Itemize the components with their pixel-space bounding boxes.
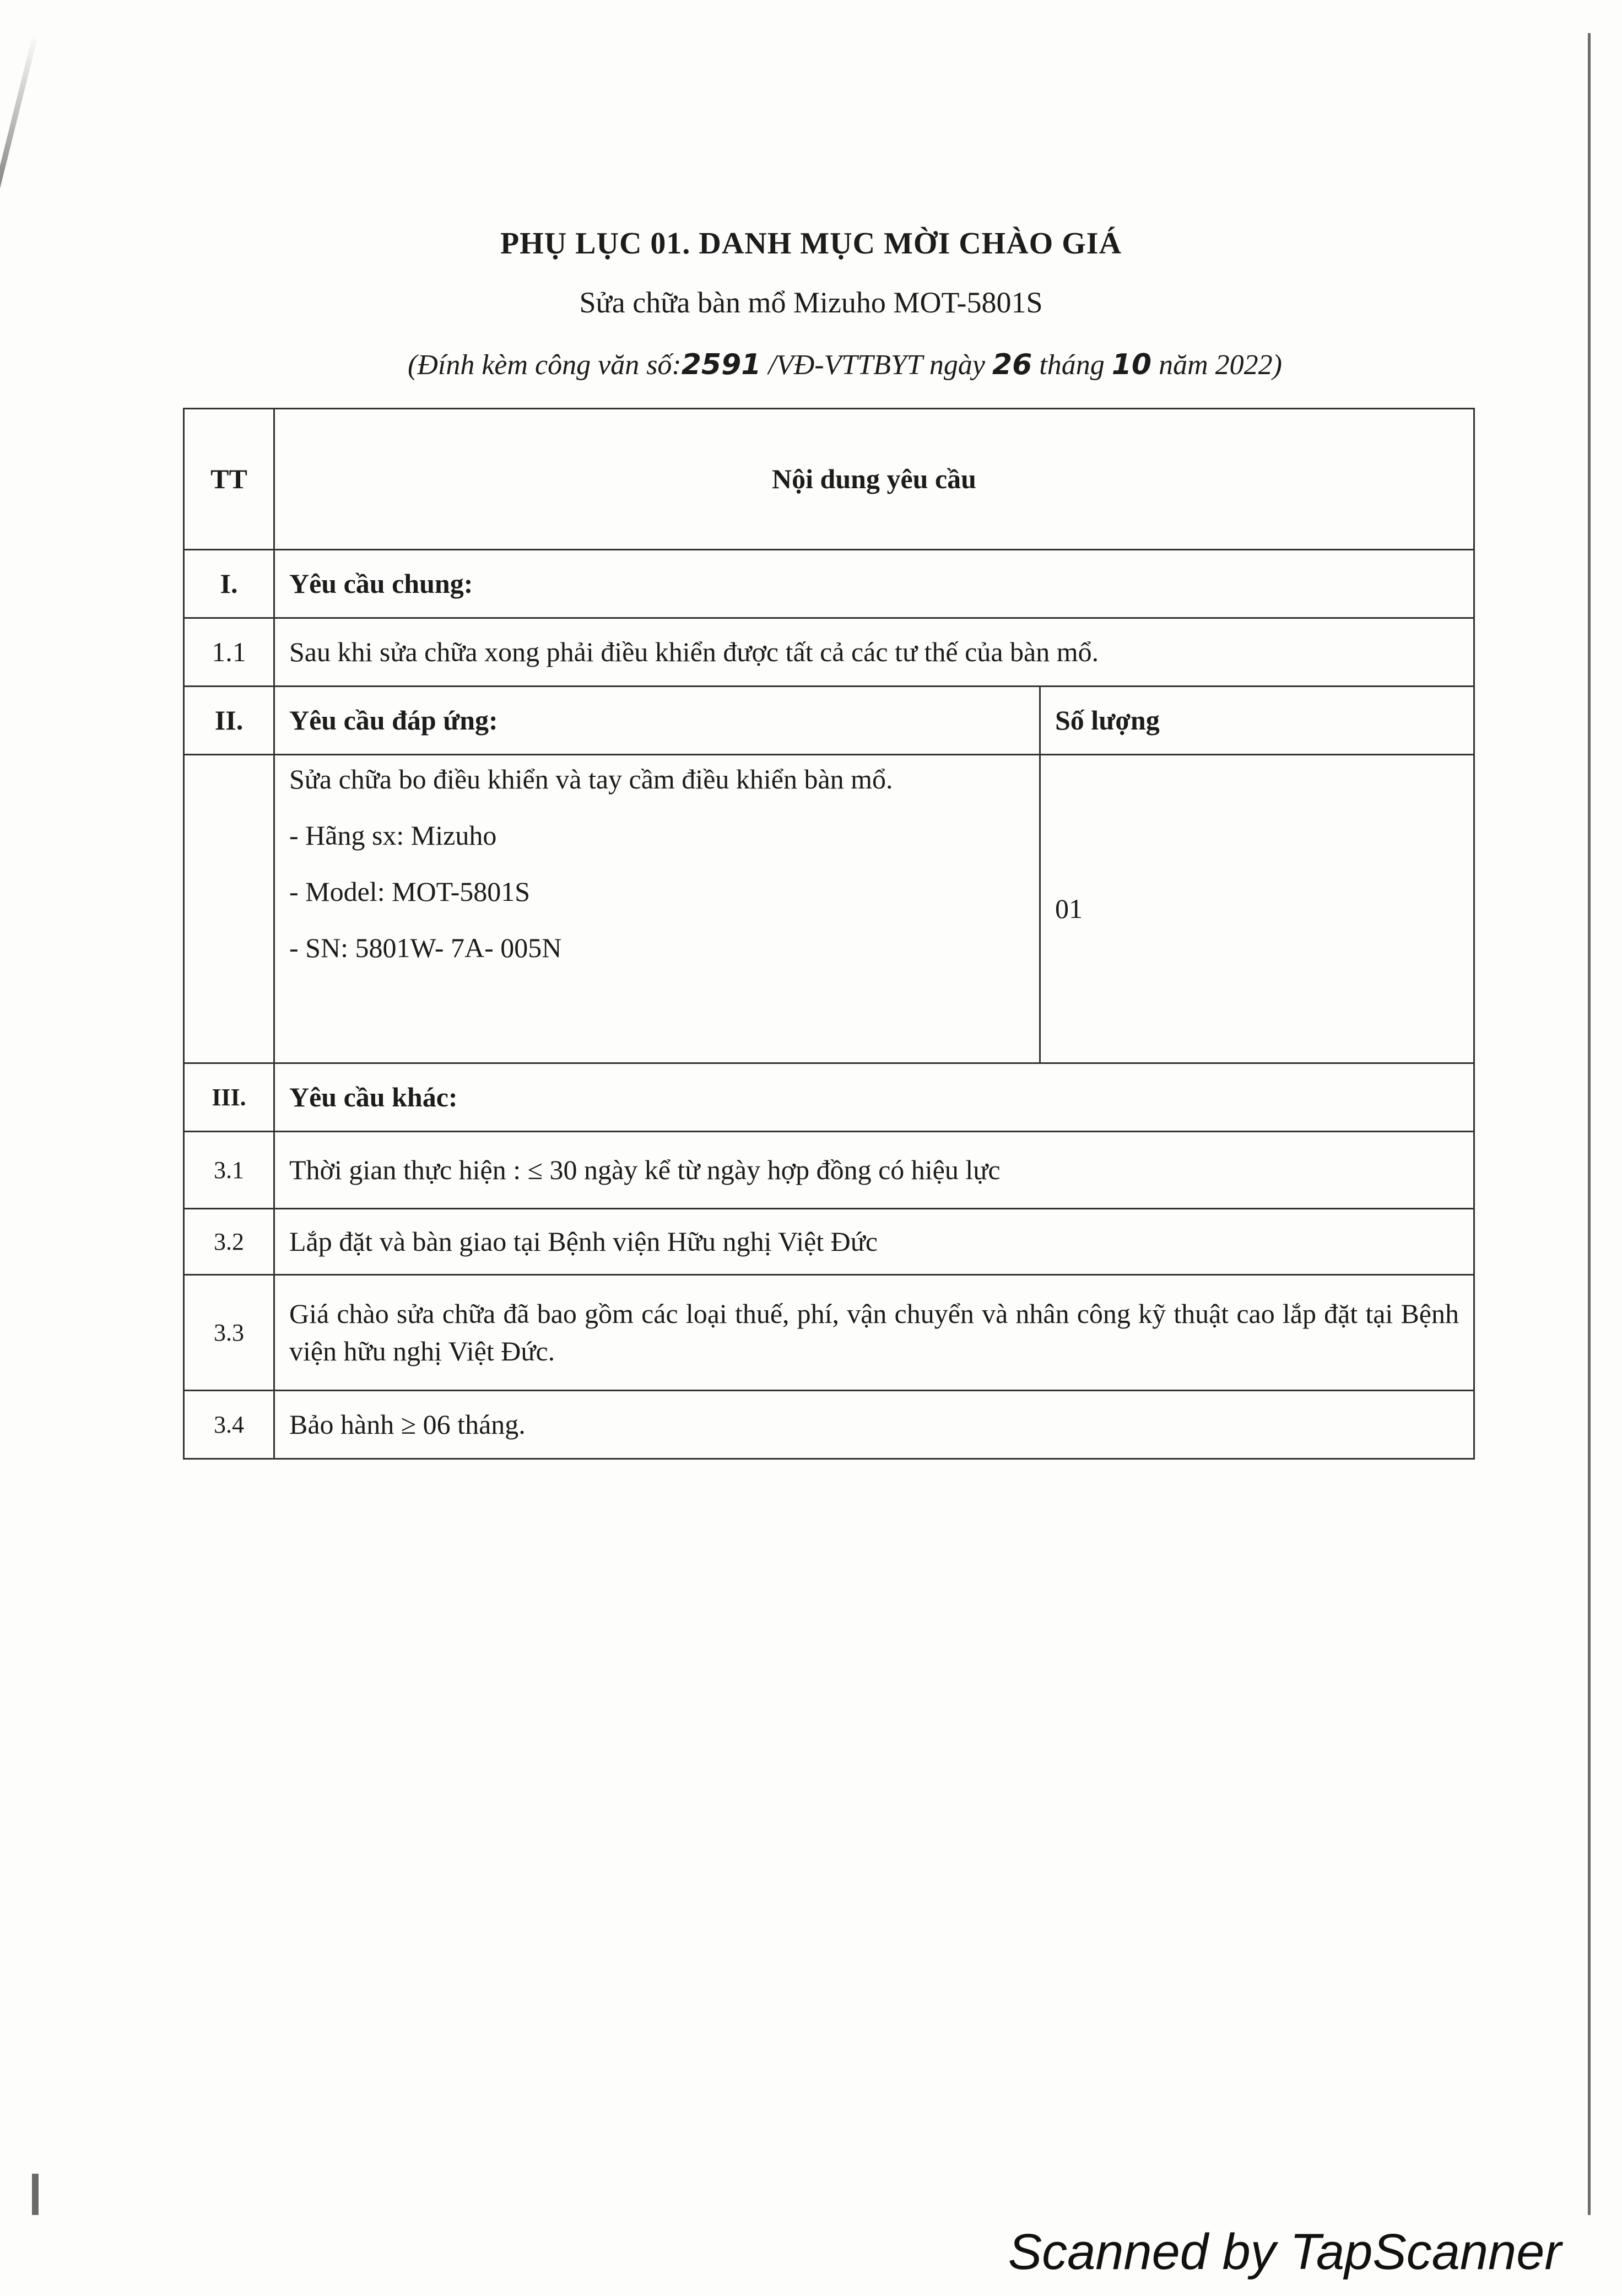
item-line: - SN: 5801W- 7A- 005N xyxy=(289,932,562,963)
item-line: Sửa chữa bo điều khiển và tay cầm điều khiển bàn mổ. xyxy=(289,764,893,795)
row-3-1-text: Thời gian thực hiện : ≤ 30 ngày kể từ ngày hợp đồng có hiệu lực xyxy=(274,1132,1474,1209)
handwritten-day: 26 xyxy=(992,348,1032,381)
section-2-label: Yêu cầu đáp ứng: xyxy=(274,687,1040,755)
scanner-watermark: Scanned by TapScanner xyxy=(1008,2224,1561,2280)
scan-corner-mark xyxy=(32,2174,39,2215)
section-1-number: I. xyxy=(184,550,274,618)
row-3-4-text: Bảo hành ≥ 06 tháng. xyxy=(274,1391,1474,1459)
section-row-1 xyxy=(184,550,1474,618)
table-row xyxy=(184,1391,1474,1459)
row-3-2-text: Lắp đặt và bàn giao tại Bệnh viện Hữu nghị Việt Đức xyxy=(274,1209,1474,1275)
item-line: - Model: MOT-5801S xyxy=(289,876,531,907)
reference-suffix: năm 2022) xyxy=(1151,349,1282,381)
row-3-2-number: 3.2 xyxy=(184,1209,274,1275)
item-quantity: 01 xyxy=(1040,755,1474,1063)
reference-middle: /VĐ-VTTBYT ngày xyxy=(761,349,992,381)
header-content: Nội dung yêu cầu xyxy=(274,409,1474,550)
row-3-1-number: 3.1 xyxy=(184,1132,274,1209)
row-1-1-number: 1.1 xyxy=(184,618,274,687)
handwritten-month: 10 xyxy=(1111,348,1152,381)
section-row-3 xyxy=(184,1063,1474,1132)
reference-line xyxy=(408,348,1282,381)
requirements-table xyxy=(183,408,1475,1460)
table-row xyxy=(184,1209,1474,1275)
section-row-2 xyxy=(184,687,1474,755)
item-number xyxy=(184,755,274,1063)
section-1-label: Yêu cầu chung: xyxy=(274,550,1474,618)
item-description xyxy=(274,755,1040,1063)
row-3-3-text: Giá chào sửa chữa đã bao gồm các loại thuế, phí, vận chuyển và nhân công kỹ thuật cao lắp đặt tại Bệnh viện hữu nghị Việt Đức. xyxy=(274,1275,1474,1391)
header-tt: TT xyxy=(184,409,274,550)
section-3-number: III. xyxy=(184,1063,274,1132)
handwritten-number: 2591 xyxy=(681,348,761,381)
document-title: PHỤ LỤC 01. DANH MỤC MỜI CHÀO GIÁ xyxy=(500,226,1122,261)
table-row xyxy=(184,618,1474,687)
row-3-3-number: 3.3 xyxy=(184,1275,274,1391)
reference-month-label: tháng xyxy=(1032,349,1112,381)
section-3-label: Yêu cầu khác: xyxy=(274,1063,1474,1132)
item-row xyxy=(184,755,1474,1063)
item-line: - Hãng sx: Mizuho xyxy=(289,820,497,851)
document-subtitle: Sửa chữa bàn mổ Mizuho MOT-5801S xyxy=(579,286,1043,319)
quantity-header: Số lượng xyxy=(1040,687,1474,755)
page-edge-line xyxy=(1588,33,1591,2215)
section-2-number: II. xyxy=(184,687,274,755)
table-header-row xyxy=(184,409,1474,550)
table-row xyxy=(184,1275,1474,1391)
row-3-4-number: 3.4 xyxy=(184,1391,274,1459)
row-1-1-text: Sau khi sửa chữa xong phải điều khiển được tất cả các tư thế của bàn mổ. xyxy=(274,618,1474,687)
reference-prefix: (Đính kèm công văn số: xyxy=(408,349,682,381)
table-row xyxy=(184,1132,1474,1209)
